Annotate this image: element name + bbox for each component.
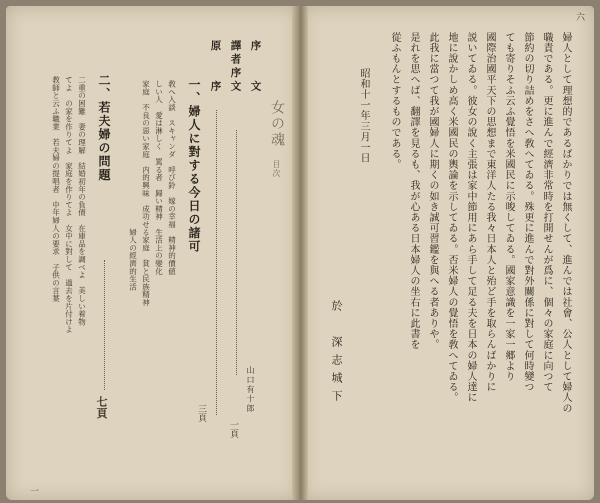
faint-subtitle: 目次 [272, 160, 281, 178]
toc-page-ref: 七頁 [95, 396, 108, 419]
toc-translator-preface: 譯者序文 [229, 40, 242, 94]
body-column: 是れを思へば、翻譯を見るも、我が心ある日本婦人の坐右に此書を [408, 32, 419, 350]
toc-entry: 婦人の經濟的生活 [128, 80, 138, 291]
body-column: 從ふもんとするものである。 [389, 32, 400, 170]
body-column: 國際治國平天下の思想まで東洋人たる我々日本人と殆ど手を取らんばかりに [484, 32, 495, 393]
body-column: 職責である。更に進んで經濟非常時を打開せんが爲に、個々の家庭に向つて [541, 32, 552, 393]
toc-preface: 序 文 [249, 40, 262, 94]
toc-entry: しい人 愛は淋しく 罵る者 歸い精神 生活上の變化 [154, 80, 164, 275]
chapter-title: 一、婦人に對する今日の諸可 [187, 78, 201, 254]
translator-name: 山口有十郎 [246, 366, 255, 414]
toc-entry: 教師と云ふ職業 若夫婦の提唱者 中年婦人の要求 子供の言葉 [51, 76, 61, 303]
signature: 於 深志城下 [330, 300, 343, 408]
body-column: 節約の切り詰めをさへ敎へてゐる。殊更に進んで對外關係に對して何時變つ [522, 32, 533, 393]
toc-page-ref: 三頁 [196, 404, 206, 423]
body-column: 説いてゐる。彼女の說く主張は家中節用にあら手して足る夫を日本の婦人達に [465, 32, 476, 403]
body-column: ても寄りそふ云ふ覺悟を米國民に示唆してゐる。國家意識を一家一郷より [503, 32, 514, 382]
body-column: 此我に當つて我が國婦人に期くの如き誠可習鑑を與へる者ありや。 [427, 32, 438, 350]
date-line: 昭和十一年三月一日 [358, 68, 369, 164]
page-number-left: 一 [30, 487, 40, 497]
body-column: 婦人として理想的であるばかりでは無くして、進んでは社會、公人として婦人の [560, 32, 571, 414]
body-column: 地に說かしめ高く米國民の輿論を示してゐる。否米婦人の覺悟を敎へてゐる。 [446, 32, 457, 403]
leader-dots [104, 260, 105, 390]
toc-original-preface: 原 序 [209, 40, 222, 94]
toc-entry: てよ の家を作りてよ 家庭を作りてよ 女中に對して 過去を片付けよ [64, 76, 74, 334]
toc-page-ref: 一頁 [228, 420, 238, 439]
faint-title: 女の魂 [269, 100, 285, 148]
toc-entry: 家庭 不良の惡い家庭 内的興味 成功せる家庭 貧と民族精神 [141, 80, 151, 307]
book-gutter [292, 6, 308, 500]
chapter-title: 二、若夫婦の問題 [97, 74, 111, 182]
leader-dots [236, 130, 237, 375]
leader-dots [216, 110, 217, 415]
toc-entry: 二重の困難 妻の理解 結婚初年の負債 在庫品を調べよ 美しい着物 [77, 76, 87, 326]
page-number-right: 六 [576, 13, 586, 23]
toc-entry: 敎へ入談 スキャンダ 呼び鈴 嫁の幸福 精神的價値 [167, 80, 177, 275]
